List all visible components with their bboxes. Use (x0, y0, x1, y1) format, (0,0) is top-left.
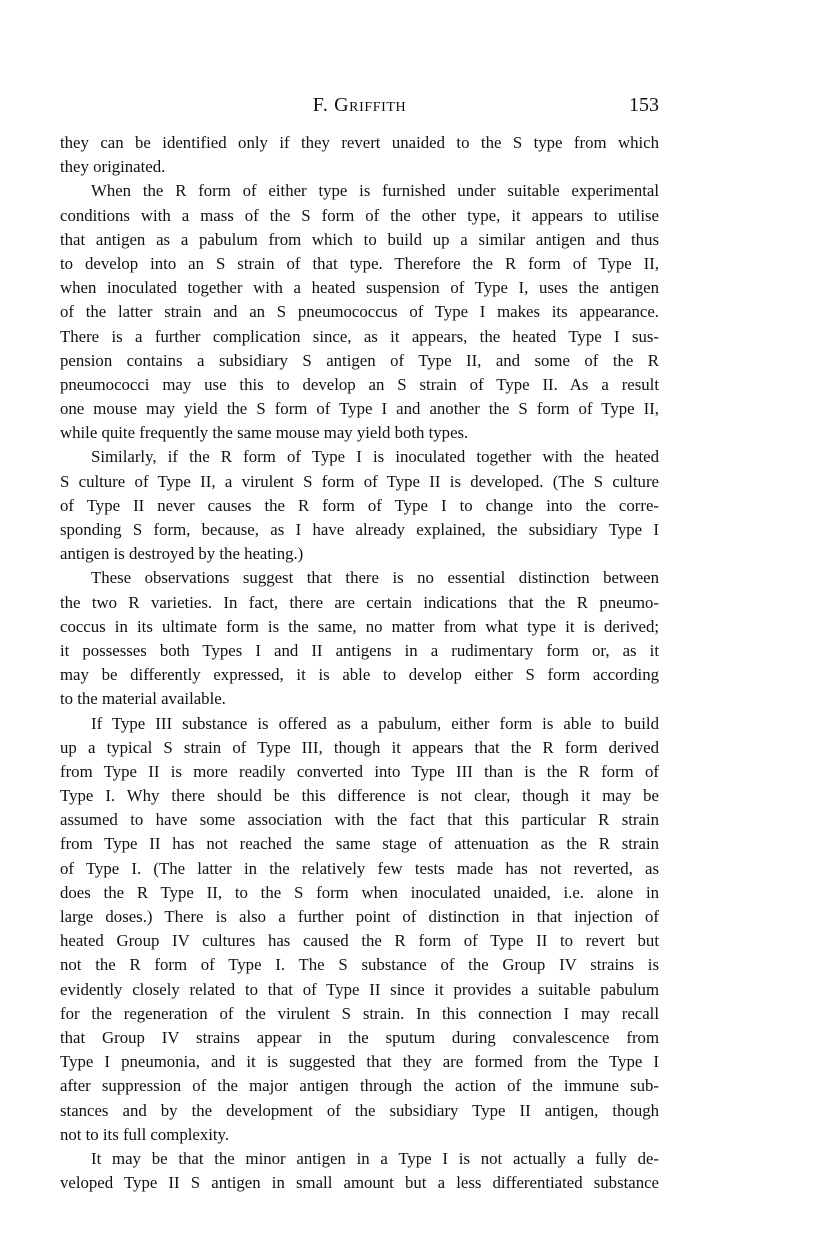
text-line: antigen is destroyed by the heating.) (60, 544, 304, 564)
text-line: does the R Type II, to the S form when inoculated unaided, i.e. alone in (60, 882, 659, 902)
text-line: It may be that the minor antigen in a Type I is not actually a fully de- (91, 1148, 659, 1168)
text-line: they originated. (60, 157, 166, 177)
text-line: that antigen as a pabulum from which to build up a similar antigen and thus (60, 229, 659, 249)
text-line: of Type I. (The latter in the relatively few tests made has not reverted, as (60, 858, 659, 878)
text-line: large doses.) There is also a further point of distinction in that injection of (60, 907, 659, 926)
text-line: they can be identified only if they revert unaided to the S type from which (60, 133, 659, 152)
text-line: When the R form of either type is furnished under suitable experimental (91, 181, 659, 201)
text-line: of the latter strain and an S pneumococcus of Type I makes its appearance. (60, 302, 659, 322)
text-line: the two R varieties. In fact, there are certain indications that the R pneumo- (60, 592, 659, 612)
text-line: If Type III substance is offered as a pabulum, either form is able to build (91, 713, 659, 733)
text-line: veloped Type II S antigen in small amount but a less differentiated substance (60, 1173, 659, 1193)
journal-page (60, 94, 659, 1195)
text-line: from Type II is more readily converted into Type III than is the R form of (60, 761, 659, 781)
text-line: it possesses both Types I and II antigens in a rudimentary form or, as it (60, 640, 659, 660)
text-line: pension contains a subsidiary S antigen of Type II, and some of the R (60, 350, 659, 370)
text-line: one mouse may yield the S form of Type I and another the S form of Type II, (60, 399, 659, 419)
text-line: to the material available. (60, 689, 226, 709)
text-line: Similarly, if the R form of Type I is inoculated together with the heated (91, 447, 659, 467)
text-line: of Type II never causes the R form of Type I to change into the corre- (60, 495, 659, 515)
text-line: stances and by the development of the subsidiary Type II antigen, though (60, 1100, 659, 1120)
body-text (60, 131, 659, 1195)
text-line: heated Group IV cultures has caused the R form of Type II to revert but (60, 931, 659, 951)
text-line: These observations suggest that there is no essential distinction between (91, 568, 659, 588)
page-number: 153 (629, 94, 659, 116)
text-line: assumed to have some association with the fact that this particular R strain (60, 810, 659, 830)
text-line: There is a further complication since, as it appears, the heated Type I sus- (60, 326, 659, 346)
text-line: pneumococci may use this to develop an S strain of Type II. As a result (60, 374, 659, 394)
text-line: when inoculated together with a heated suspension of Type I, uses the antigen (60, 278, 659, 298)
text-line: for the regeneration of the virulent S strain. In this connection I may recall (60, 1003, 659, 1023)
text-line: coccus in its ultimate form is the same, no matter from what type it is derived; (60, 616, 659, 636)
text-line: Type I. Why there should be this difference is not clear, though it may be (60, 786, 659, 806)
text-line: from Type II has not reached the same stage of attenuation as the R strain (60, 834, 659, 854)
text-line: while quite frequently the same mouse may yield both types. (60, 423, 469, 443)
text-line: sponding S form, because, as I have already explained, the subsidiary Type I (60, 520, 659, 539)
text-line: Type I pneumonia, and it is suggested that they are formed from the Type I (60, 1052, 659, 1072)
running-title: F. Griffith (312, 94, 407, 116)
text-line: after suppression of the major antigen through the action of the immune sub- (60, 1076, 659, 1096)
text-line: conditions with a mass of the S form of the other type, it appears to utilise (60, 205, 659, 225)
running-header (60, 94, 659, 120)
text-line: to develop into an S strain of that type. Therefore the R form of Type II, (60, 253, 659, 273)
text-line: evidently closely related to that of Type II since it provides a suitable pabulum (60, 979, 659, 999)
text-line: that Group IV strains appear in the sputum during convalescence from (60, 1027, 659, 1047)
text-line: not the R form of Type I. The S substance of the Group IV strains is (60, 955, 659, 975)
text-line: not to its full complexity. (60, 1124, 230, 1144)
text-line: up a typical S strain of Type III, though it appears that the R form derived (60, 737, 659, 757)
text-line: may be differently expressed, it is able to develop either S form according (60, 665, 659, 685)
text-line: S culture of Type II, a virulent S form of Type II is developed. (The S culture (60, 471, 659, 491)
